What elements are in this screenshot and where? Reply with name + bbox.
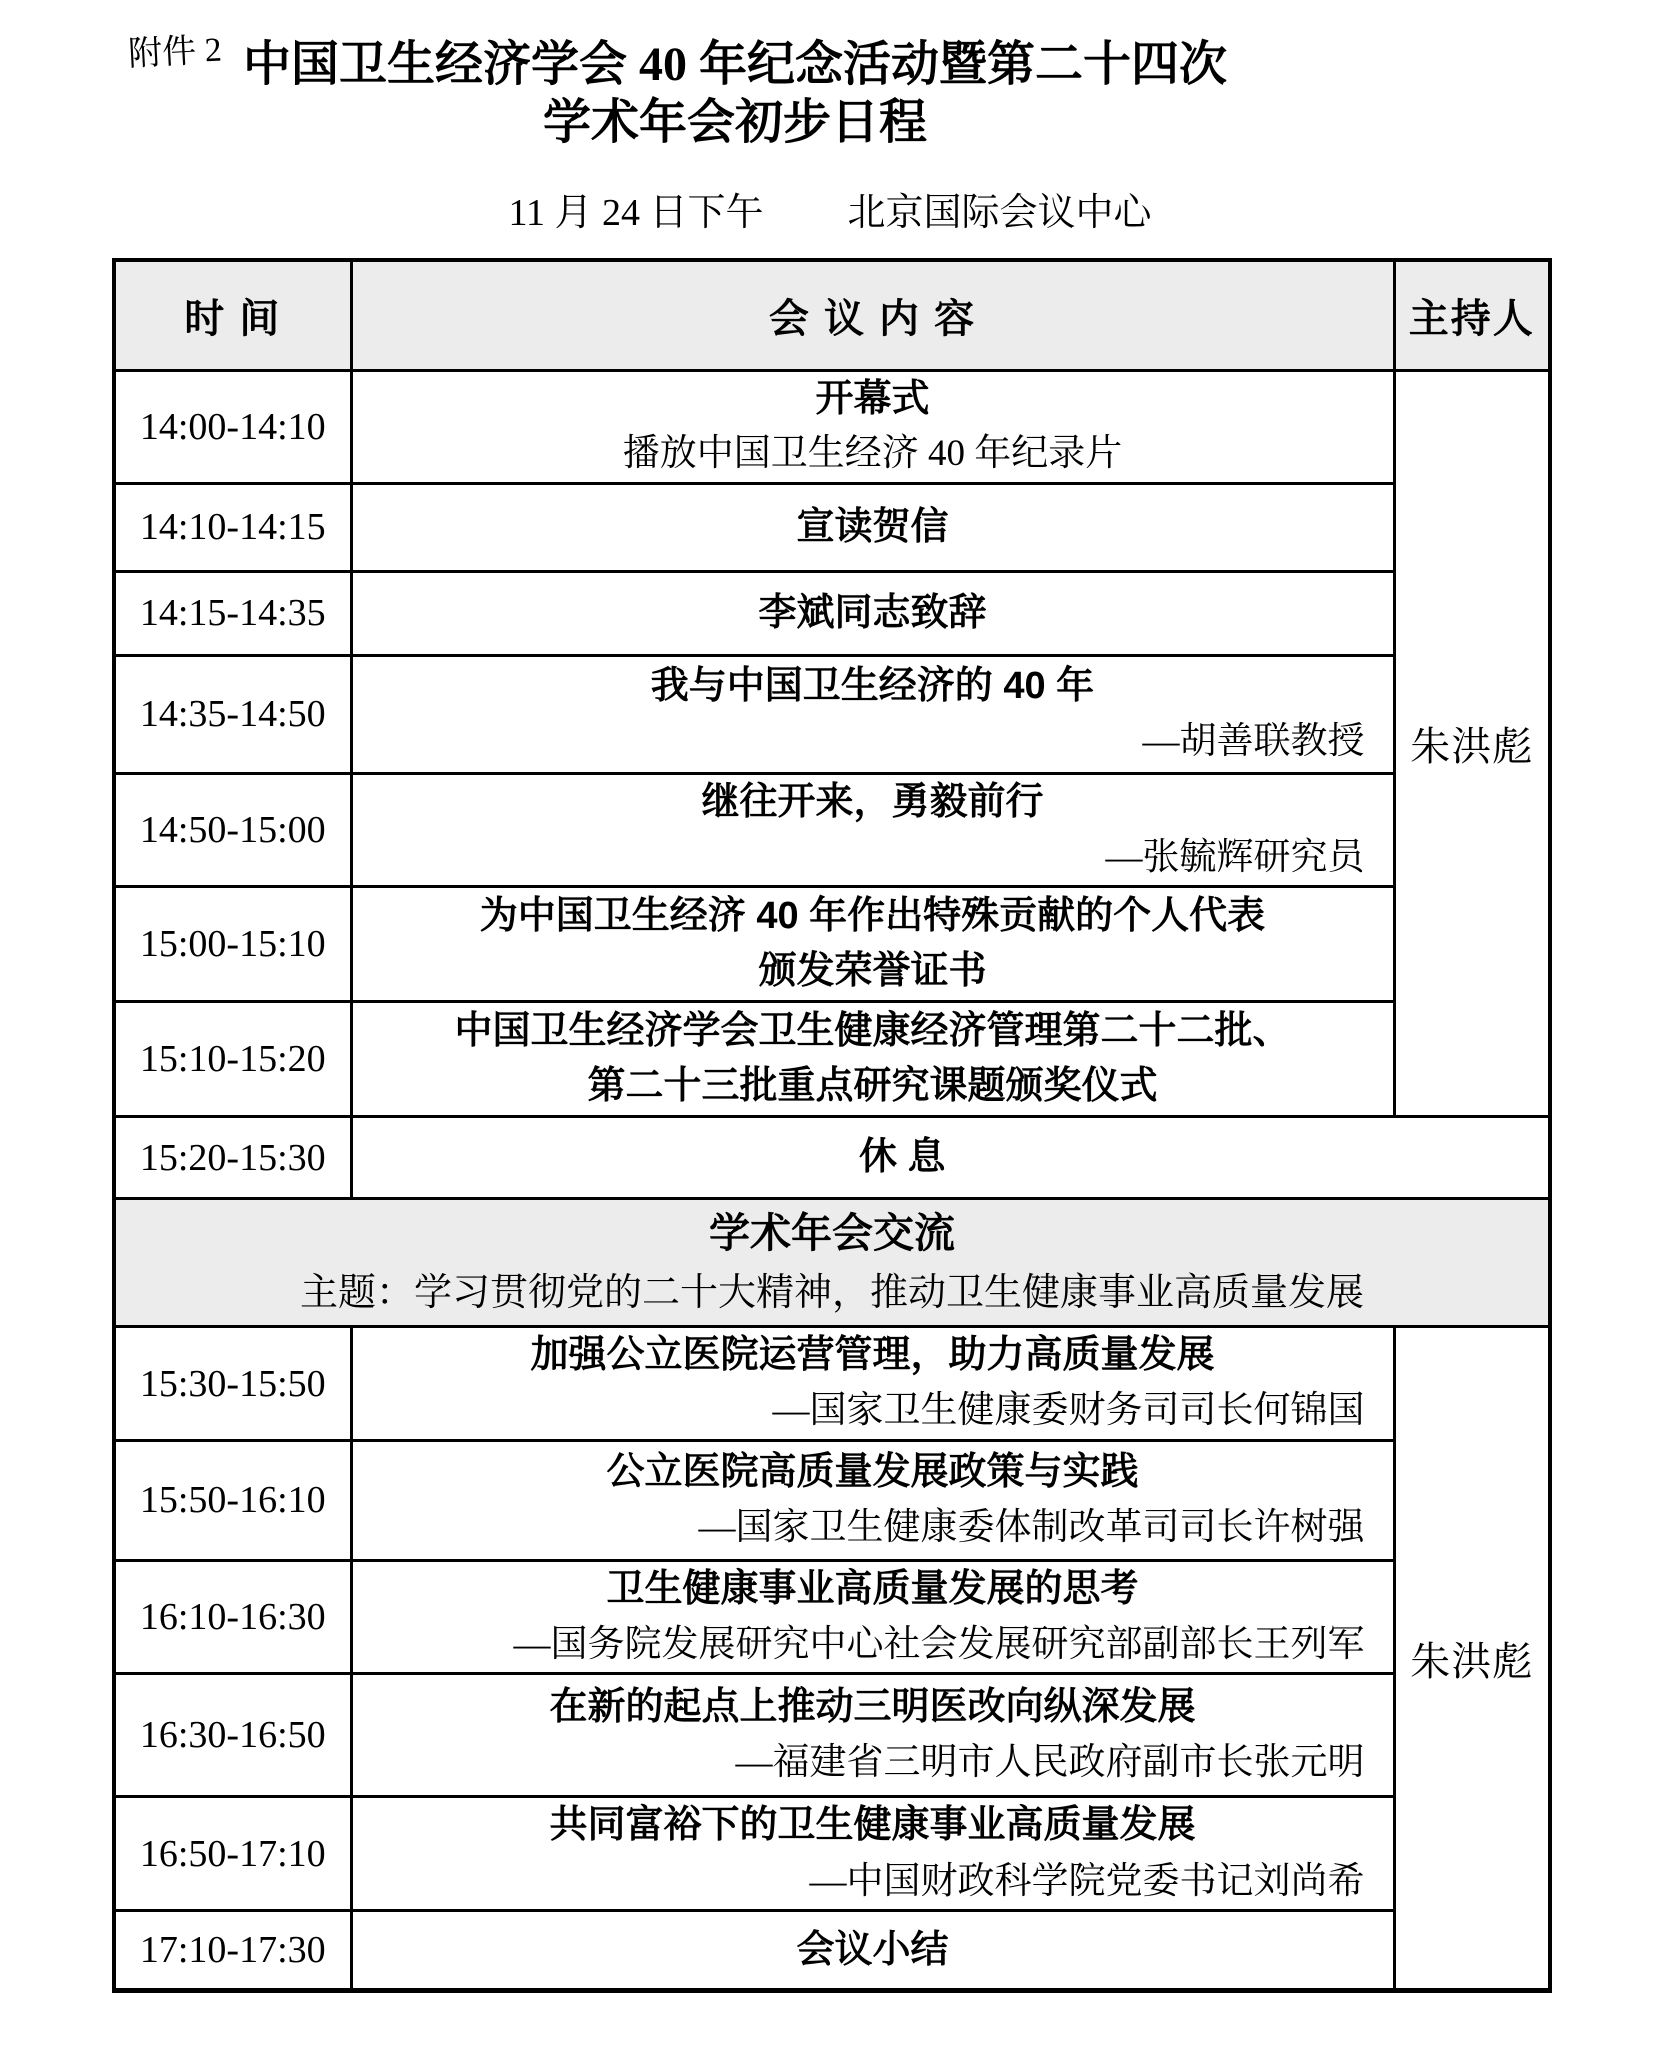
- table-row: [114, 1002, 1550, 1117]
- header-host: 主持人: [1394, 260, 1550, 370]
- content-cell: [351, 1002, 1394, 1117]
- agenda-title: 宣读贺信: [796, 505, 949, 548]
- host-cell-section2: 朱洪彪: [1394, 1327, 1550, 1991]
- agenda-title: 加强公立医院运营管理，助力高质量发展: [530, 1334, 1215, 1377]
- agenda-title: 卫生健康事业高质量发展的思考: [606, 1567, 1139, 1610]
- section-header-row: [114, 1199, 1550, 1327]
- agenda-title: 会议小结: [796, 1928, 949, 1971]
- date-text: 11 月 24 日下午: [508, 192, 764, 235]
- agenda-speaker: —胡善联教授: [1142, 720, 1365, 762]
- agenda-speaker: —国务院发展研究中心社会发展研究部副部长王列军: [513, 1623, 1365, 1665]
- table-row: [114, 1674, 1550, 1797]
- time-cell: 14:10-14:15: [114, 483, 351, 571]
- table-row: [114, 655, 1550, 773]
- table-row-opening: [114, 370, 1550, 483]
- header-content: 会 议 内 容: [351, 260, 1394, 370]
- section-theme: 主题：学习贯彻党的二十大精神，推动卫生健康事业高质量发展: [299, 1271, 1364, 1314]
- agenda-speaker: —国家卫生健康委财务司司长何锦国: [772, 1390, 1365, 1432]
- agenda-speaker: —中国财政科学院党委书记刘尚希: [809, 1860, 1365, 1902]
- time-cell: 14:15-14:35: [114, 571, 351, 655]
- header-time: 时 间: [114, 260, 351, 370]
- agenda-title-line2: 第二十三批重点研究课题颁奖仪式: [587, 1065, 1158, 1108]
- table-row: [114, 887, 1550, 1002]
- table-row: [114, 1440, 1550, 1560]
- table-row: [114, 483, 1550, 571]
- content-cell: [351, 773, 1394, 887]
- agenda-title: 共同富裕下的卫生健康事业高质量发展: [549, 1804, 1196, 1847]
- agenda-title: 开幕式: [815, 378, 930, 421]
- content-cell: [351, 1440, 1394, 1560]
- table-row: [114, 1560, 1550, 1674]
- content-cell: [351, 1327, 1394, 1441]
- time-cell: 14:35-14:50: [114, 655, 351, 773]
- content-cell: [351, 1911, 1394, 1991]
- content-cell: [351, 571, 1394, 655]
- agenda-title: 公立医院高质量发展政策与实践: [606, 1451, 1139, 1494]
- agenda-title: 中国卫生经济学会卫生健康经济管理第二十二批、: [454, 1010, 1291, 1053]
- time-cell: 15:30-15:50: [114, 1327, 351, 1441]
- time-cell: 15:00-15:10: [114, 887, 351, 1002]
- page-title-line2: 学术年会初步日程: [542, 95, 927, 149]
- attachment-label: 附件 2: [127, 31, 223, 74]
- table-row: [114, 571, 1550, 655]
- time-cell: 14:50-15:00: [114, 773, 351, 887]
- agenda-title-line2: 颁发荣誉证书: [758, 950, 987, 993]
- page-title: [112, 36, 1548, 151]
- agenda-speaker: —张毓辉研究员: [1105, 836, 1365, 878]
- page-title-line1: 中国卫生经济学会 40 年纪念活动暨第二十四次: [242, 38, 1227, 91]
- break-title: 休 息: [858, 1136, 946, 1179]
- schedule-table: [112, 258, 1552, 1993]
- content-cell: [351, 483, 1394, 571]
- table-row: [114, 1327, 1550, 1441]
- agenda-title: 我与中国卫生经济的 40 年: [650, 664, 1095, 707]
- table-row-summary: [114, 1911, 1550, 1991]
- table-row: [114, 1797, 1550, 1911]
- content-cell: [351, 1560, 1394, 1674]
- time-cell: 14:00-14:10: [114, 370, 351, 483]
- content-cell: [351, 1674, 1394, 1797]
- time-cell: 17:10-17:30: [114, 1911, 351, 1991]
- time-cell: 16:50-17:10: [114, 1797, 351, 1911]
- agenda-speaker: —福建省三明市人民政府副市长张元明: [735, 1742, 1365, 1784]
- time-cell: 15:10-15:20: [114, 1002, 351, 1117]
- time-cell: 16:10-16:30: [114, 1560, 351, 1674]
- agenda-title: 为中国卫生经济 40 年作出特殊贡献的个人代表: [479, 895, 1266, 938]
- venue-text: 北京国际会议中心: [847, 192, 1152, 235]
- document-page: [112, 0, 1548, 1993]
- host-cell-section1: 朱洪彪: [1394, 370, 1550, 1117]
- time-cell: 15:20-15:30: [114, 1117, 351, 1199]
- agenda-title: 在新的起点上推动三明医改向纵深发展: [549, 1686, 1196, 1729]
- content-cell-break: [351, 1117, 1550, 1199]
- section-title: 学术年会交流: [709, 1209, 955, 1256]
- content-cell: [351, 1797, 1394, 1911]
- table-row: [114, 773, 1550, 887]
- time-cell: 15:50-16:10: [114, 1440, 351, 1560]
- agenda-speaker: —国家卫生健康委体制改革司司长许树强: [698, 1507, 1365, 1549]
- content-cell: [351, 887, 1394, 1002]
- section-header-cell: [114, 1199, 1550, 1327]
- table-row-break: [114, 1117, 1550, 1199]
- content-cell: [351, 370, 1394, 483]
- agenda-subtitle: 播放中国卫生经济 40 年纪录片: [622, 433, 1123, 475]
- agenda-title: 继往开来，勇毅前行: [701, 780, 1044, 823]
- content-cell: [351, 655, 1394, 773]
- time-cell: 16:30-16:50: [114, 1674, 351, 1797]
- date-venue-line: [112, 181, 1548, 236]
- table-header-row: [114, 260, 1550, 370]
- agenda-title: 李斌同志致辞: [758, 591, 987, 634]
